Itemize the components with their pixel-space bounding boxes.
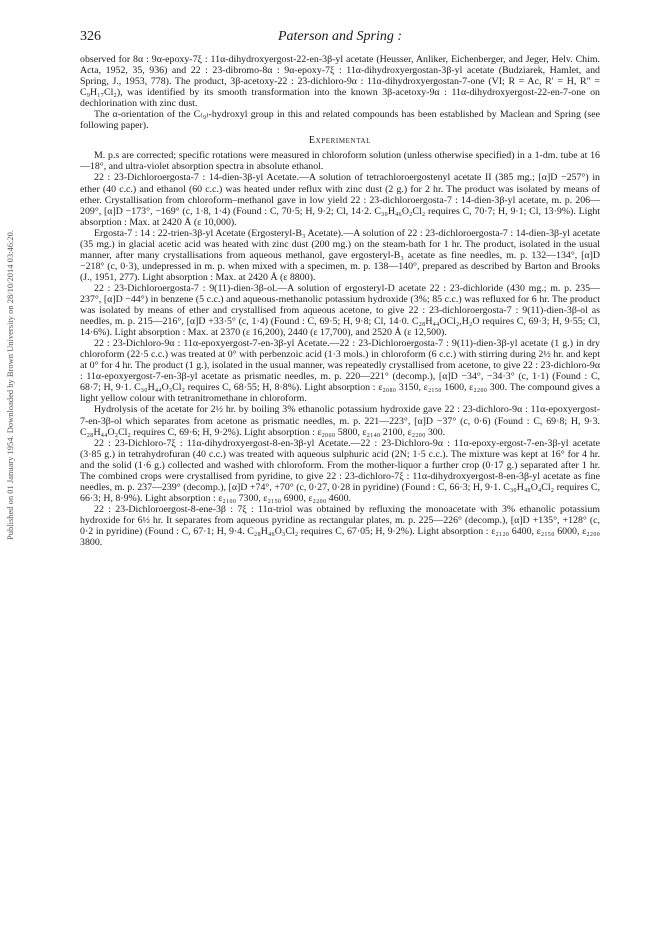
page-header [80, 29, 600, 49]
article-body [80, 54, 600, 548]
paragraph-orientation: The α-orientation of the C₍₉₎-hydroxyl group in this and related compounds has been established by Maclean and Spring (see following paper). [80, 109, 600, 132]
page-number: 326 [80, 29, 101, 44]
paragraph-hydrolysis: Hydrolysis of the acetate for 2½ hr. by boiling 3% ethanolic potassium hydroxide gave 22 : 23-dichloro-9α : 11α-epoxyergost-7-en-3β-ol which separates from acetone as prismatic needles, m. p. 221—223°, [α]D −37° (c, 0·6) (Found : C, 69·8; H, 9·3. C₂₈H₄₄O₂Cl₂ requires C, 69·6; H, 9·2%). Light absorption : ε₂₀₆₀ 5800, ε₂₁₄₀ 2100, ε₂₂₀₀ 300. [80, 404, 600, 438]
paragraph-ergosteryl-b3-acetate: Ergosta-7 : 14 : 22-trien-3β-yl Acetate (Ergosteryl-B₃ Acetate).—A solution of 22 : 23-dichloroergosta-7 : 14-dien-3β-yl acetate (35 mg.) in glacial acetic acid was heated with zinc dust (200 mg.) on the steam-bath for 1 hr. The product, isolated in the usual manner, after many crystallisations from aqueous methanol, gave ergosteryl-B₃ acetate as fine needles, m. p. 132—134°, [α]D −218° (c, 0·3), undepressed in m. p. when mixed with a specimen, m. p. 138—140°, prepared as described by Barton and Brooks (J., 1951, 277). Light absorption : Max. at 2420 Å (ε 8800). [80, 227, 600, 283]
download-watermark-text: Published on 01 January 1954. Downloaded by Brown University on 28/10/2014 03:46:20. [5, 230, 15, 540]
paragraph-dichloroergostadienyl-acetate: 22 : 23-Dichloroergosta-7 : 14-dien-3β-yl Acetate.—A solution of tetrachloroergostenyl acetate II (385 mg.; [α]D −257°) in ether (40 c.c.) and ethanol (60 c.c.) was heated under reflux with zinc dust (2 g.) for 2 hr. The product was isolated by means of ether. Crystallisation from chloroform–methanol gave in low yield 22 : 23-dichloroergosta-7 : 14-dien-3β-yl acetate, m. p. 206—209°, [α]D −173°, −169° (c, 1·8, 1·4) (Found : C, 70·5; H, 9·2; Cl, 14·2. C₃₀H₄₆O₂Cl₂ requires C, 70·7; H, 9·1; Cl, 13·9%). Light absorption : Max. at 2420 Å (ε 10,000). [80, 172, 600, 228]
paragraph-epoxy-acetate: 22 : 23-Dichloro-9α : 11α-epoxyergost-7-en-3β-yl Acetate.—22 : 23-Dichloroergosta-7 : 9(11)-dien-3β-yl acetate (1 g.) in dry chloroform (22·5 c.c.) was treated at 0° with perbenzoic acid (1·3 mols.) in chloroform (6 c.c.) with stirring during 2½ hr. and kept at 0° for 4 hr. The product (1 g.), isolated in the usual manner, was repeatedly crystallised from acetone, to give 22 : 23-dichloro-9α : 11α-epoxyergost-7-en-3β-yl acetate as prismatic needles, m. p. 220—221° (decomp.), [α]D −34°, −34·3° (c, 1·1) (Found : C, 68·7; H, 9·1. C₃₀H₄₄O₃Cl₂ requires C, 68·55; H, 8·8%). Light absorption : ε₂₀₈₀ 3150, ε₂₁₅₀ 1600, ε₂₂₀₀ 300. The compound gives a light yellow colour with tetranitromethane in chloroform. [80, 338, 600, 405]
paragraph-triol: 22 : 23-Dichloroergost-8-ene-3β : 7ξ : 11α-triol was obtained by refluxing the monoacetate with 3% ethanolic potassium hydroxide for 6½ hr. It separates from aqueous pyridine as rectangular plates, m. p. 225—226° (decomp.), [α]D +135°, +128° (c, 0·2 in pyridine) (Found : C, 67·1; H, 9·4. C₂₈H₄₆O₃Cl₂ requires C, 67·05; H, 9·2%). Light absorption : ε₂₁₂₀ 6400, ε₂₁₅₀ 6000, ε₂₂₀₀ 3800. [80, 503, 600, 549]
section-heading-experimental: Experimental [308, 135, 372, 147]
download-watermark [2, 150, 18, 620]
paragraph-dihydroxy-acetate: 22 : 23-Dichloro-7ξ : 11α-dihydroxyergost-8-en-3β-yl Acetate.—22 : 23-Dichloro-9α : 11α-epoxy-ergost-7-en-3β-yl acetate (3·85 g.) in tetrahydrofuran (40 c.c.) was treated with aqueous sulphuric acid (2N; 1·5 c.c.). The mixture was kept at 16° for 4 hr. and the solid (1·6 g.) collected and washed with chloroform. From the mother-liquor a further crop (0·17 g.) separated after 1 hr. The combined crops were crystallised from pyridine, to give 22 : 23-dichloro-7ξ : 11α-dihydroxyergost-8-en-3β-yl acetate as fine needles, m. p. 237—239° (decomp.), [α]D +74°, +70° (c, 0·27, 0·28 in pyridine) (Found : C, 66·3; H, 9·1. C₃₀H₄₈O₄Cl₂ requires C, 66·3; H, 8·9%). Light absorption : ε₂₁₀₀ 7300, ε₂₁₅₀ 6900, ε₂₂₀₀ 4600. [80, 437, 600, 504]
paragraph-dichloroergostadienol: 22 : 23-Dichloroergosta-7 : 9(11)-dien-3β-ol.—A solution of ergosteryl-D acetate 22 : 23-dichloride (430 mg.; m. p. 235—237°, [α]D −44°) in benzene (5 c.c.) and aqueous-methanolic potassium hydroxide (3%; 85 c.c.) was refluxed for 6 hr. The product was isolated by means of ether and crystallised from aqueous acetone, to give 22 : 23-dichloroergosta-7 : 9(11)-dien-3β-ol as needles, m. p. 215—216°, [α]D +33·5° (c, 1·4) (Found : C, 69·5; H, 9·8; Cl, 14·0. C₂₈H₄₄OCl₂,H₂O requires C, 69·3; H, 9·55; Cl, 14·6%). Light absorption : Max. at 2370 (ε 16,200), 2440 (ε 17,700), and 2520 Å (ε 12,500). [80, 282, 600, 339]
paragraph-methods: M. p.s are corrected; specific rotations were measured in chloroform solution (unless otherwise specified) in a 1-dm. tube at 16—18°, and ultra-violet absorption spectra in absolute ethanol. [80, 150, 600, 173]
paragraph-continuation: observed for 8α : 9α-epoxy-7ξ : 11α-dihydroxyergost-22-en-3β-yl acetate (Heusser, Anliker, Eichenberger, and Jeger, Helv. Chim. Acta, 1952, 35, 936) and 22 : 23-dibromo-8α : 9α-epoxy-7ξ : 11α-dihydroxyergostan-3β-yl acetate (Budziarek, Hamlet, and Spring, J., 1953, 778). The product, 3β-acetoxy-22 : 23-dichloro-9α : 11α-dihydroxyergostan-7-one (VI; R = Ac, R′ = H, R″ = C₉H₁₇Cl₂), was identified by its smooth transformation into the known 3β-acetoxy-9α : 11α-dihydroxyergost-22-en-7-one on dechlorination with zinc dust. [80, 54, 600, 110]
running-head: Paterson and Spring : [277, 29, 403, 44]
